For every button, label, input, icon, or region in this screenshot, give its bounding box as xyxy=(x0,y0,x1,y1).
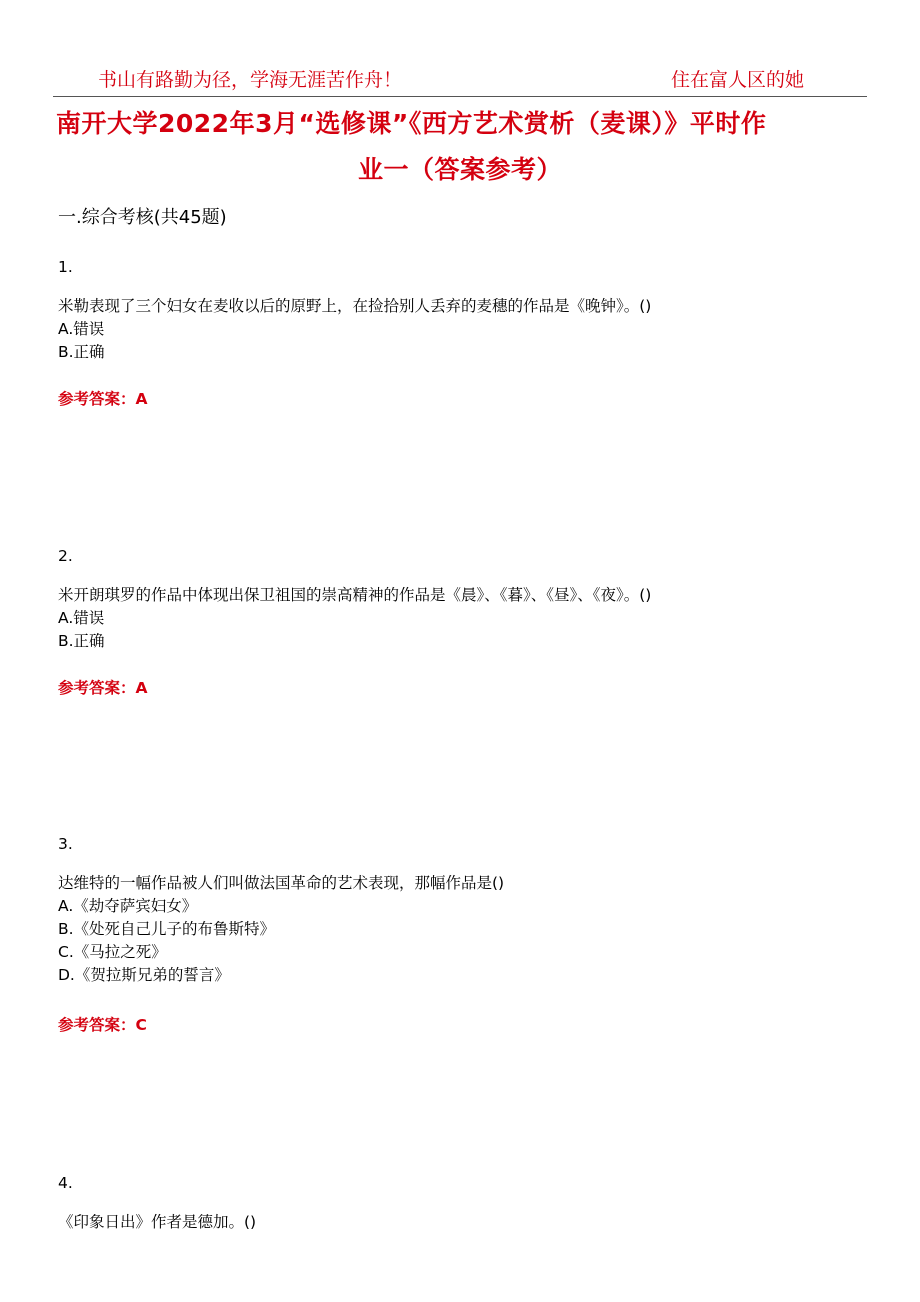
question-option-a: A.错误 xyxy=(58,609,105,627)
question-option-b: B.《处死自己儿子的布鲁斯特》 xyxy=(58,920,276,938)
question-stem: 《印象日出》作者是德加。() xyxy=(58,1213,257,1231)
question-option-d: D.《贺拉斯兄弟的誓言》 xyxy=(58,966,230,984)
question-3 xyxy=(58,833,868,987)
question-number: 3. xyxy=(58,835,73,853)
question-1 xyxy=(58,256,868,364)
question-stem: 米开朗琪罗的作品中体现出保卫祖国的崇高精神的作品是《晨》、《暮》、《昼》、《夜》。() xyxy=(58,586,652,604)
header-divider xyxy=(53,96,867,97)
question-4 xyxy=(58,1172,868,1234)
question-number: 4. xyxy=(58,1174,73,1192)
question-option-a: A.错误 xyxy=(58,320,105,338)
question-stem: 米勒表现了三个妇女在麦收以后的原野上，在捡拾别人丢弃的麦穗的作品是《晚钟》。() xyxy=(58,297,652,315)
question-stem: 达维特的一幅作品被人们叫做法国革命的艺术表现，那幅作品是() xyxy=(58,874,505,892)
header-left-slogan: 书山有路勤为径，学海无涯苦作舟！ xyxy=(98,69,403,91)
reference-answer-3: 参考答案：C xyxy=(58,1016,147,1034)
reference-answer-2: 参考答案：A xyxy=(58,679,148,697)
reference-answer-1: 参考答案：A xyxy=(58,390,148,408)
section-heading: 一.综合考核(共45题) xyxy=(58,207,227,228)
question-option-b: B.正确 xyxy=(58,632,105,650)
document-title-line-1: 南开大学2022年3月“选修课”《西方艺术赏析（麦课）》平时作 xyxy=(56,109,767,138)
question-option-a: A.《劫夺萨宾妇女》 xyxy=(58,897,198,915)
question-option-b: B.正确 xyxy=(58,343,105,361)
header-right-slogan: 住在富人区的她 xyxy=(671,69,805,91)
question-option-c: C.《马拉之死》 xyxy=(58,943,167,961)
document-title-line-2: 业一（答案参考） xyxy=(357,155,562,184)
question-number: 2. xyxy=(58,547,73,565)
question-2 xyxy=(58,545,868,653)
question-number: 1. xyxy=(58,258,73,276)
